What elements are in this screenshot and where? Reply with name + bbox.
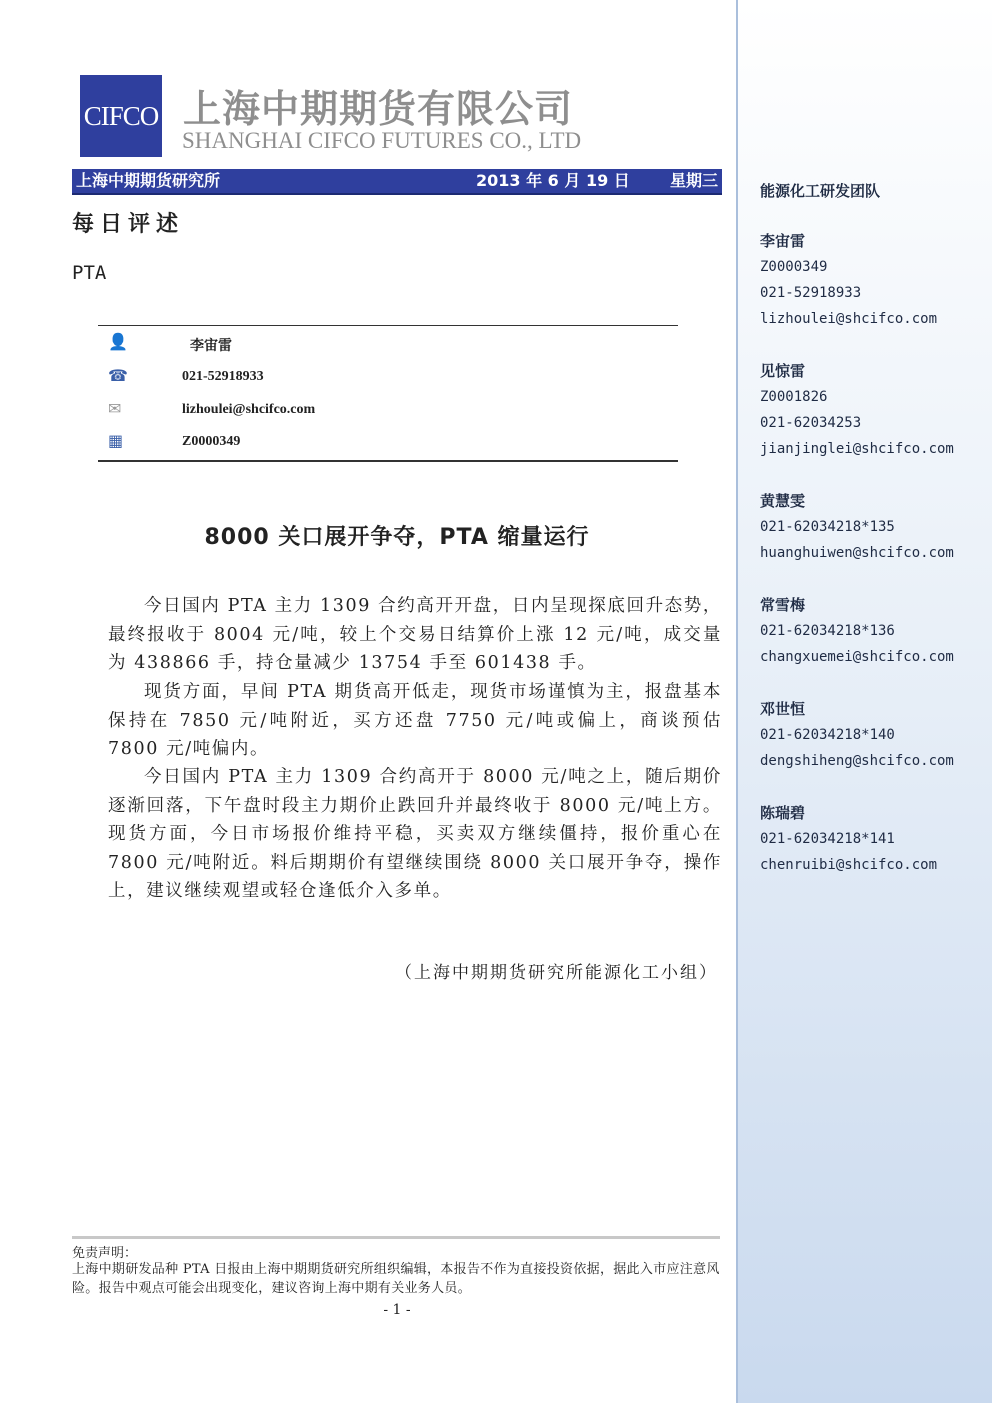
contact-row-email bbox=[98, 397, 678, 423]
section-title: 每日评述 bbox=[72, 212, 185, 237]
chart-icon: ▦ bbox=[108, 431, 124, 450]
company-logo bbox=[80, 75, 162, 157]
analyst-email[interactable]: lizhoulei@shcifco.com bbox=[760, 311, 938, 327]
article-paragraph-3: 今日国内 PTA 主力 1309 合约高开于 8000 元/吨之上，随后期价逐渐回落，下午盘时段主力期价止跌回升并最终收于 8000 元/吨上方。现货方面，今日市场报价维持平稳，买卖双方继续僵持，报价重心在 7800 元/吨附近。料后期期价有望继续围绕 8000 关口展开争夺，操作上，建议继续观望或轻仓逢低介入多单。 bbox=[108, 767, 722, 901]
contact-license: Z0000349 bbox=[182, 434, 241, 449]
header-weekday: 星期三 bbox=[669, 171, 718, 190]
analyst-card bbox=[760, 358, 954, 462]
article-paragraph-1: 今日国内 PTA 主力 1309 合约高开开盘，日内呈现探底回升态势，最终报收于 8004 元/吨，较上个交易日结算价上涨 12 元/吨，成交量为 438866 手，持仓量减少 13754 手至 601438 手。 bbox=[108, 596, 722, 673]
article-title: 8000 关口展开争夺，PTA 缩量运行 bbox=[204, 525, 590, 550]
analyst-card bbox=[760, 228, 937, 332]
disclaimer-title: 免责声明： bbox=[72, 1246, 138, 1261]
analyst-phone: 021-62034218*135 bbox=[760, 519, 895, 535]
research-team-sidebar bbox=[736, 0, 992, 1403]
contact-box bbox=[98, 325, 678, 462]
contact-phone: 021-52918933 bbox=[182, 369, 264, 384]
company-name-cn: 上海中期期货有限公司 bbox=[183, 87, 574, 131]
analyst-card bbox=[760, 800, 937, 878]
product-name: PTA bbox=[72, 262, 107, 284]
analyst-phone: 021-52918933 bbox=[760, 285, 862, 301]
disclaimer-text: 上海中期研发品种 PTA 日报由上海中期期货研究所组织编辑，本报告不作为直接投资依据，据此入市应注意风险。报告中观点可能会出现变化，建议咨询上海中期有关业务人员。 bbox=[72, 1262, 720, 1296]
header-date: 2013 年 6 月 19 日 bbox=[476, 171, 630, 190]
analyst-card bbox=[760, 488, 954, 566]
analyst-phone: 021-62034218*141 bbox=[760, 831, 895, 847]
company-name-en: SHANGHAI CIFCO FUTURES CO., LTD bbox=[182, 128, 582, 153]
analyst-email[interactable]: chenruibi@shcifco.com bbox=[760, 857, 938, 873]
analyst-phone: 021-62034218*140 bbox=[760, 727, 895, 743]
article-signature: （上海中期期货研究所能源化工小组） bbox=[395, 963, 718, 983]
analyst-name: 见惊雷 bbox=[760, 362, 806, 380]
analyst-email[interactable]: huanghuiwen@shcifco.com bbox=[760, 545, 954, 561]
team-title: 能源化工研发团队 bbox=[760, 182, 881, 200]
user-icon: 👤 bbox=[108, 332, 128, 351]
analyst-name: 常雪梅 bbox=[760, 596, 806, 614]
contact-row-name bbox=[98, 330, 678, 356]
footer-divider bbox=[72, 1236, 720, 1239]
contact-email[interactable]: lizhoulei@shcifco.com bbox=[182, 402, 316, 417]
analyst-email[interactable]: changxuemei@shcifco.com bbox=[760, 649, 954, 665]
analyst-name: 陈瑞碧 bbox=[760, 804, 806, 822]
contact-row-license bbox=[98, 429, 678, 455]
analyst-phone: 021-62034218*136 bbox=[760, 623, 895, 639]
analyst-name: 邓世恒 bbox=[760, 700, 806, 718]
header-bar bbox=[72, 169, 722, 195]
phone-icon: ☎ bbox=[108, 366, 128, 385]
analyst-name: 李宙雷 bbox=[760, 232, 806, 250]
mail-icon: ✉ bbox=[108, 399, 122, 418]
analyst-email[interactable]: dengshiheng@shcifco.com bbox=[760, 753, 954, 769]
contact-name: 李宙雷 bbox=[190, 339, 232, 354]
analyst-email[interactable]: jianjinglei@shcifco.com bbox=[760, 441, 954, 457]
contact-row-phone bbox=[98, 364, 678, 390]
article-paragraph-2: 现货方面，早间 PTA 期货高开低走，现货市场谨慎为主，报盘基本保持在 7850 元/吨附近，买方还盘 7750 元/吨或偏上，商谈预估 7800 元/吨偏内。 bbox=[108, 682, 722, 759]
logo-mark: CIFCO bbox=[83, 101, 159, 131]
analyst-card bbox=[760, 592, 954, 670]
analyst-name: 黄慧雯 bbox=[760, 492, 806, 510]
analyst-license: Z0000349 bbox=[760, 259, 828, 275]
analyst-card bbox=[760, 696, 954, 774]
analyst-license: Z0001826 bbox=[760, 389, 828, 405]
analyst-phone: 021-62034253 bbox=[760, 415, 862, 431]
header-org: 上海中期期货研究所 bbox=[76, 171, 221, 190]
page-number: - 1 - bbox=[383, 1302, 411, 1318]
